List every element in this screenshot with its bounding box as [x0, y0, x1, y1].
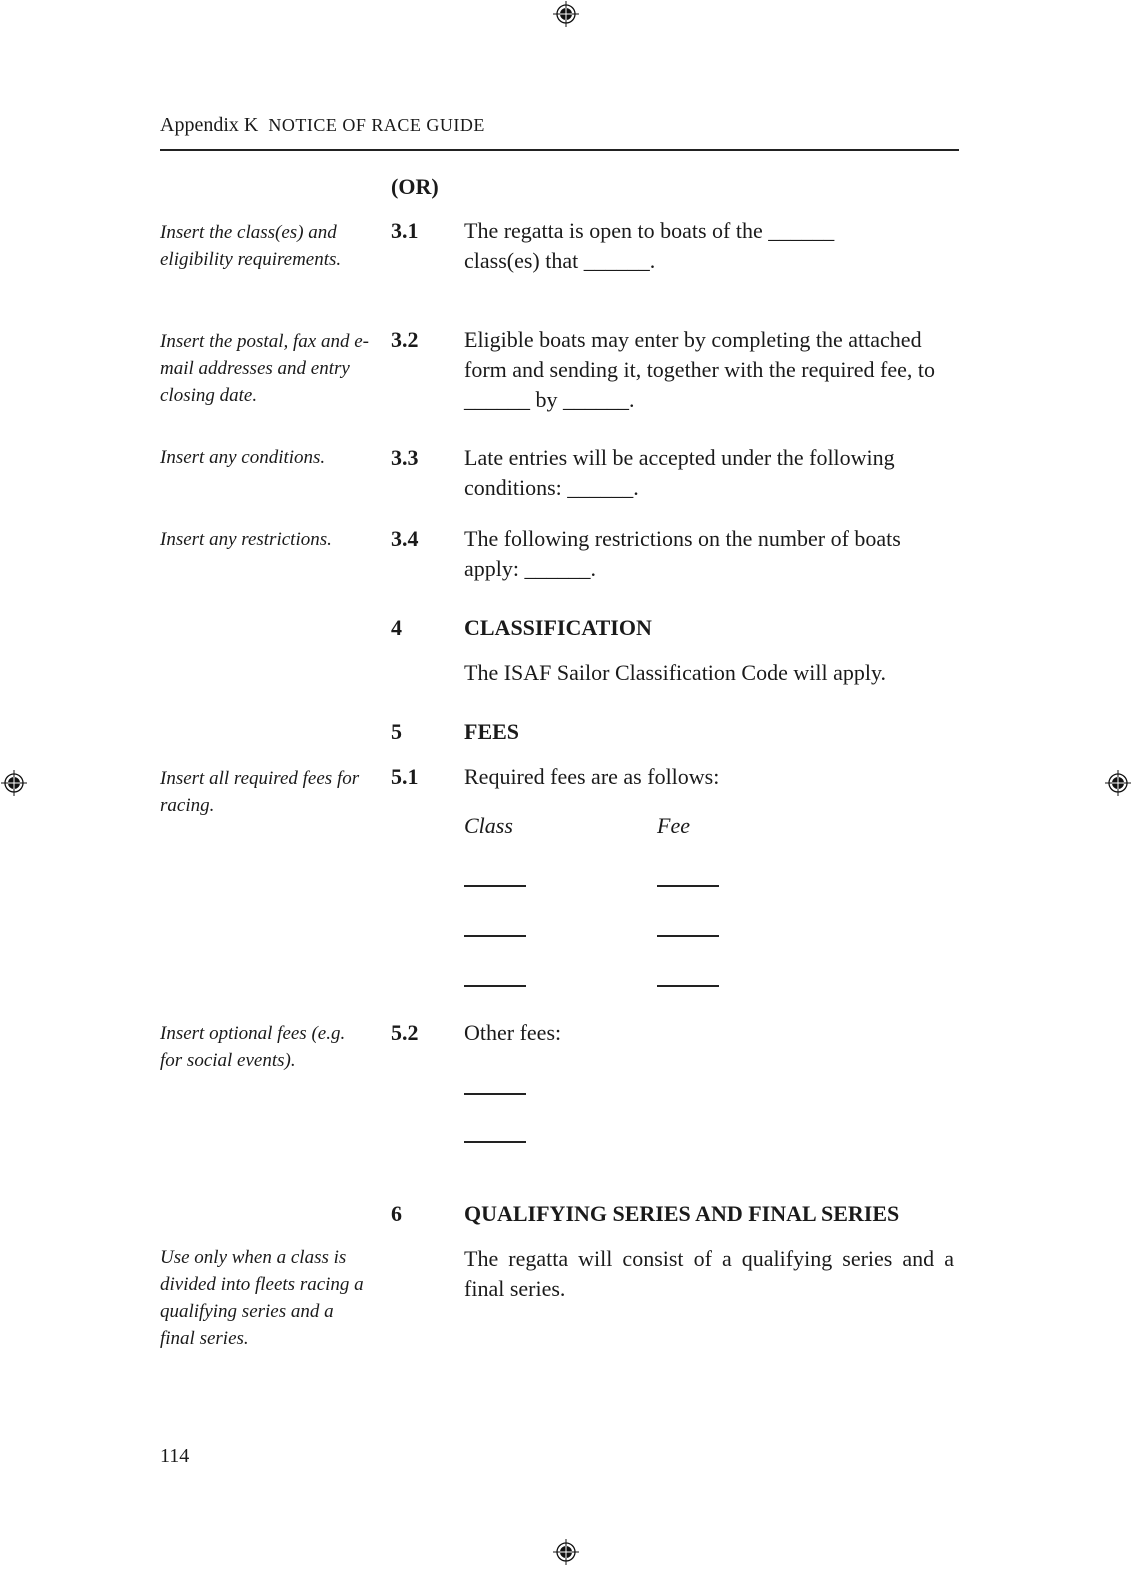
appendix-label: Appendix K — [160, 114, 259, 136]
margin-note: Insert the postal, fax and e-mail addresses and entry closing date. — [160, 331, 369, 406]
margin-note: Insert all required fees for racing. — [160, 768, 360, 816]
blank-line — [464, 885, 526, 887]
clause-text: Eligible boats may enter by completing the attached form and sending it, together with the required fee, to ______ by ______. — [464, 327, 936, 412]
clause-number: 3.4 — [391, 526, 419, 551]
header-title: NOTICE OF RACE GUIDE — [268, 115, 485, 135]
section-text: The regatta will consist of a qualifying series and a final series. — [464, 1246, 954, 1301]
section-heading: FEES — [464, 719, 520, 744]
clause-text: The following restrictions on the number of boats apply: ______. — [464, 526, 901, 581]
running-header — [160, 114, 485, 137]
margin-note: Insert optional fees (e.g. for social events). — [160, 1023, 346, 1071]
margin-note: Insert the class(es) and eligibility requirements. — [160, 222, 342, 270]
margin-note: Use only when a class is divided into fleets racing a qualifying series and a final series. — [160, 1247, 364, 1349]
clause-number: 3.1 — [391, 218, 419, 243]
section-number: 6 — [391, 1201, 402, 1226]
or-label: (OR) — [391, 174, 439, 199]
registration-mark-icon — [553, 1, 579, 27]
clause-text: Late entries will be accepted under the following conditions: ______. — [464, 445, 895, 500]
clause-number: 3.3 — [391, 445, 419, 470]
blank-line — [657, 935, 719, 937]
blank-line — [464, 985, 526, 987]
registration-mark-icon — [553, 1539, 579, 1565]
blank-line — [657, 985, 719, 987]
section-heading: CLASSIFICATION — [464, 615, 652, 640]
section-number: 5 — [391, 719, 402, 744]
margin-note: Insert any restrictions. — [160, 529, 332, 550]
section-heading: QUALIFYING SERIES AND FINAL SERIES — [464, 1201, 900, 1226]
blank-line — [464, 1093, 526, 1095]
fee-table-fee-header: Fee — [657, 813, 690, 838]
clause-text: Required fees are as follows: — [464, 764, 720, 789]
page-number: 114 — [160, 1445, 190, 1467]
blank-line — [657, 885, 719, 887]
clause-number: 5.2 — [391, 1020, 419, 1045]
blank-line — [464, 935, 526, 937]
registration-mark-icon — [1105, 770, 1131, 796]
section-number: 4 — [391, 615, 402, 640]
clause-number: 3.2 — [391, 327, 419, 352]
registration-mark-icon — [1, 770, 27, 796]
section-text: The ISAF Sailor Classification Code will apply. — [464, 660, 887, 685]
clause-number: 5.1 — [391, 764, 419, 789]
margin-note: Insert any conditions. — [160, 447, 326, 468]
fee-table-class-header: Class — [464, 813, 513, 838]
clause-text: The regatta is open to boats of the ______ class(es) that ______. — [464, 218, 835, 273]
clause-text: Other fees: — [464, 1020, 562, 1045]
blank-line — [464, 1141, 526, 1143]
header-rule — [160, 149, 959, 151]
